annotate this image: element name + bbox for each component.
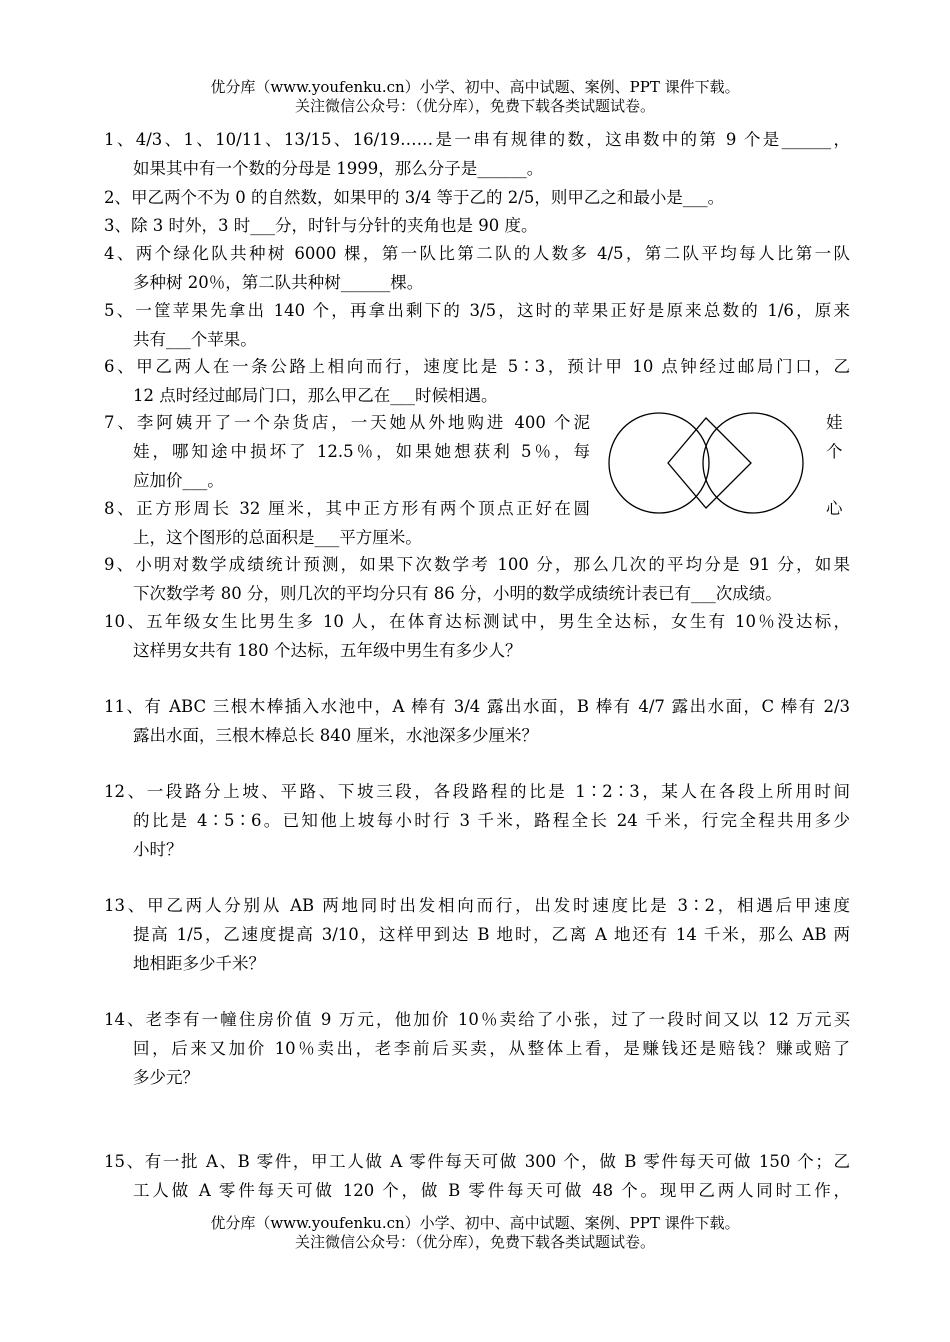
question-line: 13、甲乙两人分别从 AB 两地同时出发相向而行，出发时速度比是 3∶2，相遇后甲速度 [104, 896, 850, 915]
right-circle [703, 413, 803, 513]
question-line: 11、有 ABC 三根木棒插入水池中，A 棒有 3/4 露出水面，B 棒有 4/7 露出水面，C 棒有 2/3 [104, 697, 850, 716]
question-line: 回，后来又加价 10％卖出，老李前后买卖，从整体上看，是赚钱还是赔钱？赚或赔了 [133, 1039, 850, 1058]
circles-square-figure [606, 405, 816, 521]
page-header [0, 78, 950, 116]
question-3 [104, 211, 850, 240]
question-line: 工人做 A 零件每天可做 120 个，做 B 零件每天可做 48 个。现甲乙两人同时工作， [133, 1181, 850, 1200]
question-15 [104, 1147, 850, 1205]
footer-line-1: 优分库（www.youfenku.cn）小学、初中、高中试题、案例、PPT 课件下载。 [210, 1214, 740, 1232]
question-12 [104, 777, 850, 864]
question-14 [104, 1005, 850, 1092]
question-line: 12 点时经过邮局门口，那么甲乙在___时候相遇。 [133, 386, 498, 405]
question-7 [104, 408, 590, 495]
question-5 [104, 296, 850, 354]
question-line: 12、一段路分上坡、平路、下坡三段，各段路程的比是 1∶2∶3，某人在各段上所用时间 [104, 782, 850, 801]
question-9 [104, 550, 850, 608]
question-line: 2、甲乙两个不为 0 的自然数，如果甲的 3/4 等于乙的 2/5，则甲乙之和最小是___。 [104, 188, 725, 207]
header-line-2: 关注微信公众号：（优分库），免费下载各类试题试卷。 [294, 97, 655, 115]
question-line: 多种树 20％，第二队共种树______棵。 [133, 273, 424, 292]
question-6 [104, 352, 850, 410]
question-4 [104, 239, 850, 297]
header-line-1: 优分库（www.youfenku.cn）小学、初中、高中试题、案例、PPT 课件下载。 [210, 78, 740, 96]
question-line: 提高 1/5，乙速度提高 3/10，这样甲到达 B 地时，乙离 A 地还有 14 千米，那么 AB 两 [133, 925, 850, 944]
question-line: 14、老李有一幢住房价值 9 万元，他加价 10％卖给了小张，过了一段时间又以 12 万元买 [104, 1010, 850, 1029]
question-2 [104, 183, 850, 212]
question-line: 10、五年级女生比男生多 10 人，在体育达标测试中，男生全达标，女生有 10％没达标， [104, 612, 850, 631]
question-line: 1、4/3、1、10/11、13/15、16/19……是一串有规律的数，这串数中的第 9 个是______， [104, 130, 850, 149]
question-line: 3、除 3 时外，3 时___分，时针与分针的夹角也是 90 度。 [104, 216, 538, 235]
question-line: 这样男女共有 180 个达标，五年级中男生有多少人？ [133, 641, 522, 660]
question-13 [104, 891, 850, 978]
question-line: 地相距多少千米？ [133, 954, 265, 973]
question-line: 9、小明对数学成绩统计预测，如果下次数学考 100 分，那么几次的平均分是 91 分，如果 [104, 555, 850, 574]
question-10 [104, 607, 850, 665]
question-1 [104, 125, 850, 183]
page-footer [0, 1214, 950, 1252]
question-line: 多少元？ [133, 1068, 199, 1087]
question-line: 小时？ [133, 840, 183, 859]
question-8-overflow-char: 心 [826, 499, 843, 518]
question-line: 下次数学考 80 分，则几次的平均分只有 86 分，小明的数学成绩统计表已有___次成绩。 [133, 584, 782, 603]
footer-line-2: 关注微信公众号：（优分库），免费下载各类试题试卷。 [294, 1233, 655, 1251]
question-line: 的比是 4∶5∶6。已知他上坡每小时行 3 千米，路程全长 24 千米，行完全程共用多少 [133, 811, 850, 830]
question-11 [104, 692, 850, 750]
question-line: 4、两个绿化队共种树 6000 棵，第一队比第二队的人数多 4/5，第二队平均每人比第一队 [104, 244, 850, 263]
question-line: 共有___个苹果。 [133, 330, 257, 349]
question-line: 7、李阿姨开了一个杂货店，一天她从外地购进 400 个泥 [104, 413, 590, 432]
question-8 [104, 494, 590, 552]
question-line: 应加价___。 [133, 471, 224, 490]
left-circle [609, 413, 709, 513]
question-line: 露出水面，三根木棒总长 840 厘米，水池深多少厘米？ [133, 726, 538, 745]
question-line: 6、甲乙两人在一条公路上相向而行，速度比是 5∶3，预计甲 10 点钟经过邮局门口，乙 [104, 357, 850, 376]
question-line: 娃，哪知途中损坏了 12.5％，如果她想获利 5％，每 [133, 442, 590, 461]
question-line: 15、有一批 A、B 零件，甲工人做 A 零件每天可做 300 个，做 B 零件每天可做 150 个；乙 [104, 1152, 850, 1171]
question-7-overflow-char-2: 个 [826, 442, 843, 461]
question-line: 8、正方形周长 32 厘米，其中正方形有两个顶点正好在圆 [104, 499, 590, 518]
question-7-overflow-char-1: 娃 [826, 413, 843, 432]
question-line: 上，这个图形的总面积是___平方厘米。 [133, 528, 422, 547]
question-line: 5、一筐苹果先拿出 140 个，再拿出剩下的 3/5，这时的苹果正好是原来总数的 1/6，原来 [104, 301, 850, 320]
question-line: 如果其中有一个数的分母是 1999，那么分子是______。 [133, 159, 544, 178]
